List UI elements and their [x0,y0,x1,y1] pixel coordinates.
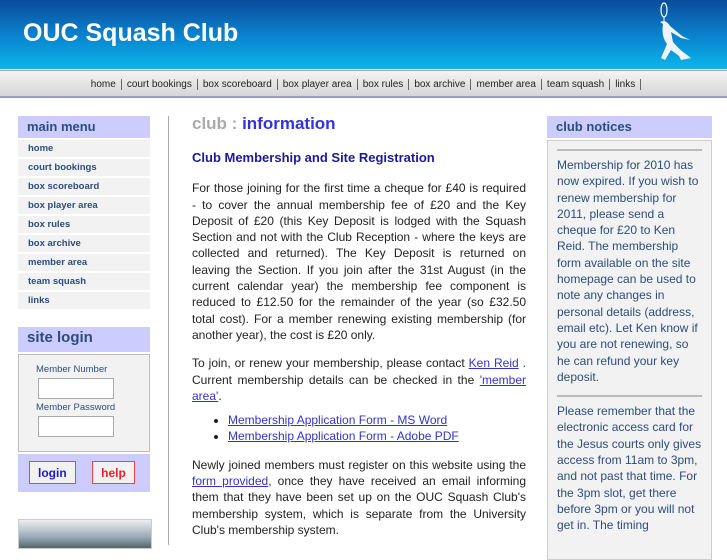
ken-reid-link[interactable]: Ken Reid [468,356,519,371]
menu-member-area[interactable]: member area [18,254,150,271]
list-item [228,412,526,428]
nav-team-squash[interactable]: team squash [542,79,610,90]
nav-links[interactable]: links [610,79,641,90]
member-number-label: Member Number [36,364,108,375]
nav-court-bookings[interactable]: court bookings [122,79,198,90]
menu-court-bookings[interactable]: court bookings [18,159,150,176]
header [0,0,727,69]
notice-item: Please remember that the electronic access card for the Jesus courts only gives access from 11am to 3pm, and not past that time. For the 3pm slot, get there before 3pm or you will not get in. The timing [557,404,702,533]
page-section: club : [192,114,238,133]
menu-box-archive[interactable]: box archive [18,235,150,252]
nav-box-player-area[interactable]: box player area [278,79,358,90]
page-title [192,116,526,142]
member-password-label: Member Password [36,402,116,413]
membership-fees-text: For those joining for the first time a cheque for £40 is required - to cover the annual membership fee of £20 and the Key Deposit of £20 (this Key Deposit is lodged with the Squash Section and not with the Club Reception - where the keys are collected and returned). The Key Deposit is returned on leaving the Section. If you join after the 31st August (in the current calendar year) the membership fee component is reduced to £12.50 for the remainder of the year (so £32.50 total cost). For a member renewing existing membership (for another year), the cost is £20 only. [192,181,526,342]
nav-box-archive[interactable]: box archive [409,79,471,90]
login-actions [18,454,150,492]
page-title-text: information [242,114,336,133]
forms-list [228,412,526,445]
member-number-input[interactable] [38,378,114,399]
nav-box-scoreboard[interactable]: box scoreboard [198,79,278,90]
member-password-input[interactable] [38,416,114,437]
join-text: To join, or renew your membership, please contact Ken Reid . Current membership details can be checked in the 'member area'. [192,356,526,403]
form-pdf-link[interactable]: Membership Application Form - Adobe PDF [228,429,459,444]
right-sidebar [547,116,712,560]
left-sidebar [18,116,150,492]
nav-member-area[interactable]: member area [471,79,541,90]
menu-home[interactable]: home [18,140,150,157]
site-login-title: site login [18,327,150,352]
registration-form-link[interactable]: form provided [192,474,269,489]
login-form [18,354,150,452]
registration-text: Newly joined members must register on this website using the form provided, once they have received an email informing them that they have been set up on the OUC Squash Club's membership system, which is separate from the University Club's membership system. [192,457,526,537]
main-menu [18,140,150,309]
section-heading: Club Membership and Site Registration [192,150,435,165]
site-title: OUC Squash Club [23,19,239,47]
main-content [192,116,526,550]
menu-box-player-area[interactable]: box player area [18,197,150,214]
menu-box-scoreboard[interactable]: box scoreboard [18,178,150,195]
form-word-link[interactable]: Membership Application Form - MS Word [228,413,448,428]
nav-home[interactable]: home [86,79,122,90]
help-button[interactable]: help [92,461,135,484]
list-item [228,428,526,444]
nav-box-rules[interactable]: box rules [358,79,410,90]
divider [557,395,702,397]
squash-player-logo [650,2,698,66]
menu-team-squash[interactable]: team squash [18,273,150,290]
main-menu-title: main menu [18,116,150,138]
club-notices [547,140,712,560]
column-divider [168,116,169,545]
login-button[interactable]: login [29,461,76,484]
menu-box-rules[interactable]: box rules [18,216,150,233]
member-area-link[interactable]: 'member area' [192,372,526,403]
top-nav [0,70,727,98]
notice-item: Membership for 2010 has now expired. If you wish to renew membership for 2011, please send a cheque for £20 to Ken Reid. The membership form available on the site homepage can be used to note any changes in personal details (address, email etc). Let Ken know if you are not renewing, so he can refund your key deposit. [557,158,699,384]
club-notices-title: club notices [547,116,712,138]
divider [557,149,702,151]
menu-links[interactable]: links [18,292,150,309]
